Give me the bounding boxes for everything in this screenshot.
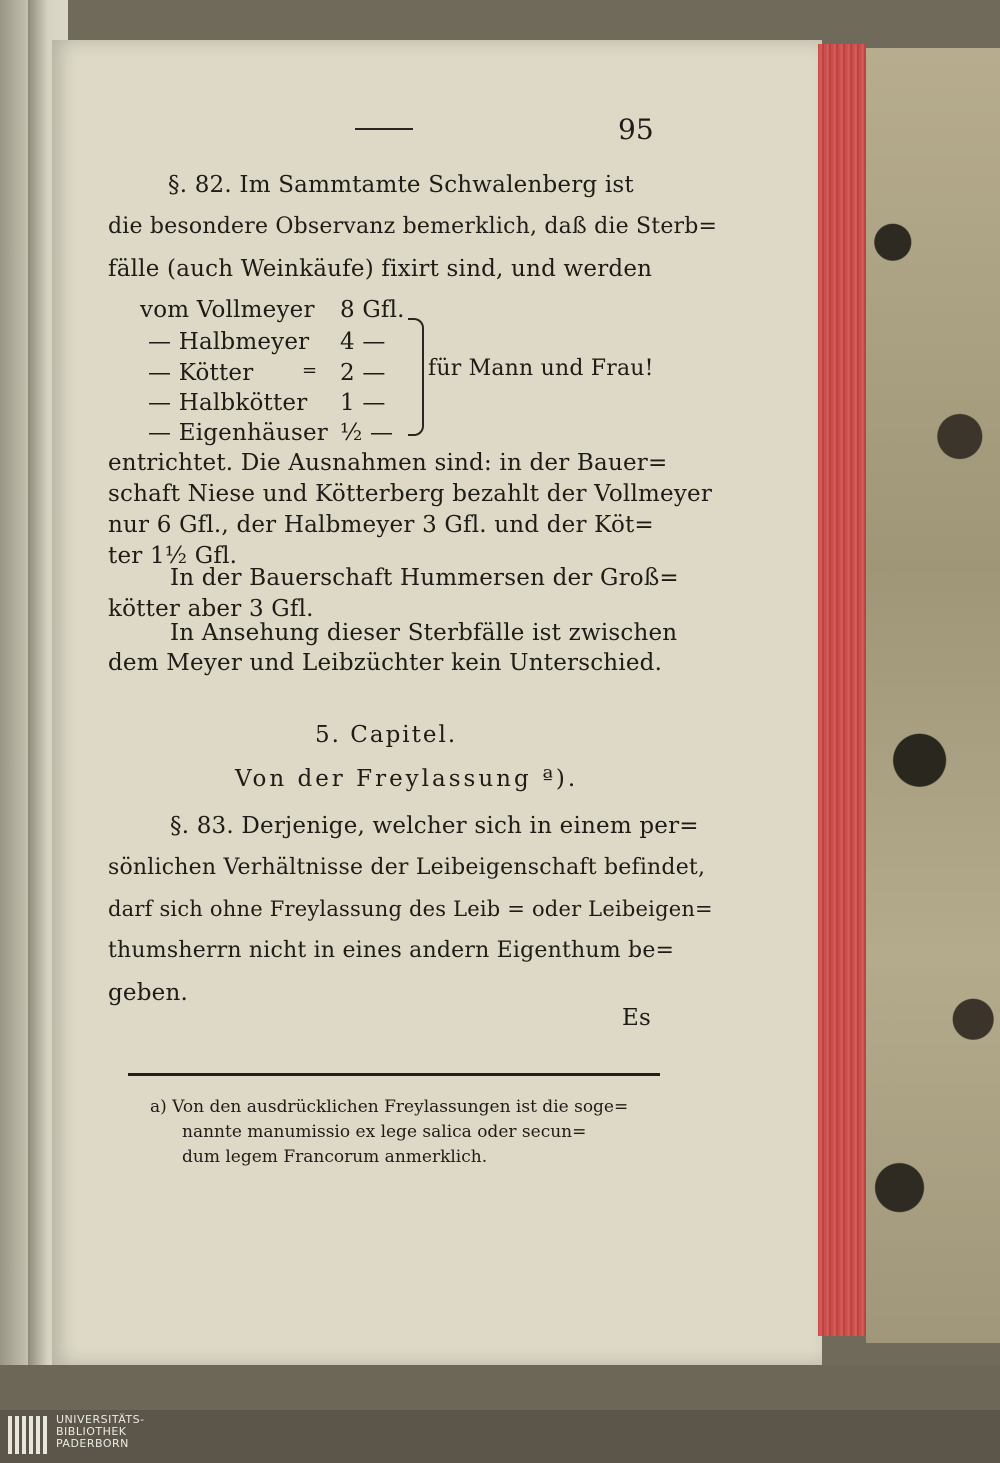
text-line: darf sich ohne Freylassung des Leib = oder Leibeigen= [108, 897, 713, 921]
chapter-title: Von der Freylassung ª). [235, 766, 579, 792]
page-number: 95 [618, 113, 654, 146]
text-line: dem Meyer und Leibzüchter kein Unterschied. [108, 650, 663, 676]
page-edge-red [818, 44, 866, 1336]
text-line: schaft Niese und Kötterberg bezahlt der Vollmeyer [108, 481, 713, 507]
fee-label: — Kötter [148, 360, 254, 386]
fee-label: vom Vollmeyer [140, 297, 315, 323]
fee-amount: ½ — [340, 420, 394, 446]
text-line: In der Bauerschaft Hummersen der Groß= [170, 565, 679, 591]
library-name-line: BIBLIOTHEK [56, 1425, 127, 1438]
fee-label: — Halbmeyer [148, 329, 310, 355]
text-line: geben. [108, 980, 188, 1006]
text-line: §. 83. Derjenige, welcher sich in einem per= [170, 813, 699, 839]
header-rule [355, 128, 413, 130]
library-name-line: UNIVERSITÄTS- [56, 1413, 145, 1426]
text-line: entrichtet. Die Ausnahmen sind: in der Bauer= [108, 450, 668, 476]
text-line: ter 1½ Gfl. [108, 543, 238, 569]
library-logo-icon [8, 1416, 48, 1454]
text-line: In Ansehung dieser Sterbfälle ist zwischen [170, 620, 678, 646]
ditto-mark: = [302, 360, 318, 381]
fee-amount: 4 — [340, 329, 386, 355]
fee-amount: 1 — [340, 390, 386, 416]
bracket-note: für Mann und Frau! [428, 356, 654, 381]
marbled-cover [866, 48, 1000, 1343]
text-line: nur 6 Gfl., der Halbmeyer 3 Gfl. und der Köt= [108, 512, 654, 538]
fee-label: — Halbkötter [148, 390, 308, 416]
footnote-line: nannte manumissio ex lege salica oder secun= [182, 1122, 587, 1142]
chapter-number: 5. Capitel. [315, 722, 458, 748]
text-line: thumsherrn nicht in eines andern Eigenthum be= [108, 938, 675, 963]
footnote-line: dum legem Francorum anmerklich. [182, 1147, 488, 1167]
library-name-line: PADERBORN [56, 1437, 129, 1450]
text-line: sönlichen Verhältnisse der Leibeigenschaft befindet, [108, 855, 706, 880]
text-line: fälle (auch Weinkäufe) fixirt sind, und werden [108, 256, 653, 282]
footnote-line: a) Von den ausdrücklichen Freylassungen ist die soge= [150, 1097, 629, 1117]
fee-label: — Eigenhäuser [148, 420, 328, 446]
text-line: §. 82. Im Sammtamte Schwalenberg ist [168, 172, 634, 198]
catchword: Es [622, 1005, 651, 1031]
fee-amount: 8 Gfl. [340, 297, 405, 323]
footer-bar [0, 1410, 1000, 1463]
library-name [56, 1414, 145, 1450]
curly-bracket [408, 318, 424, 436]
text-line: kötter aber 3 Gfl. [108, 596, 314, 622]
footnote-rule [128, 1073, 660, 1076]
text-line: die besondere Observanz bemerklich, daß die Sterb= [108, 214, 718, 239]
fee-amount: 2 — [340, 360, 386, 386]
